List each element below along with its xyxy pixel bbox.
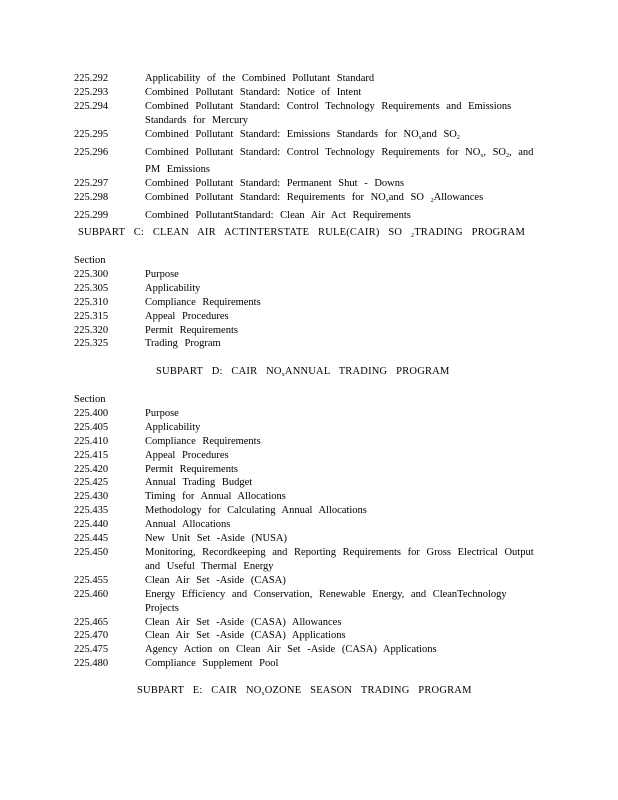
section-number: 225.298 (74, 192, 109, 204)
toc-entry (74, 296, 544, 310)
section-title: Clean Air Set -Aside (CASA) Allowances (145, 616, 342, 628)
toc-entry (74, 209, 544, 223)
toc-entry (74, 421, 544, 435)
toc-entry (74, 86, 544, 100)
toc-entry (74, 191, 544, 209)
section-title: Combined Pollutant Standard: Requirements for $NO_xand$ SO $_2$Allowances (145, 192, 484, 205)
section-number: 225.405 (74, 421, 109, 433)
toc-entry (74, 476, 544, 490)
section-title: Appeal Procedures (145, 310, 229, 322)
toc-entry (74, 546, 544, 574)
section-title: Applicability (145, 421, 201, 433)
section-number: 225.465 (74, 616, 109, 628)
section-number: 225.315 (74, 310, 109, 322)
subpart-c-heading: SUBPART C: CLEAN AIR ACTINTERSTATE RULE(CAIR) SO $_2$TRADING PROGRAM (78, 227, 525, 239)
section-title: Permit Requirements (145, 463, 238, 475)
section-title: Combined Pollutant Standard: Emissions Standards for $NO_xand$ $SO_2$ (145, 128, 460, 141)
section-title: Compliance Requirements (145, 435, 261, 447)
section-number: 225.299 (74, 210, 109, 222)
toc-entry (74, 463, 544, 477)
section-number: 225.445 (74, 533, 109, 545)
section-title: Clean Air Set -Aside (CASA) (145, 574, 286, 586)
section-title: Purpose (145, 268, 179, 280)
toc-entry (74, 574, 544, 588)
section-title: Clean Air Set -Aside (CASA) Applications (145, 630, 346, 642)
toc-entry (74, 504, 544, 518)
section-number: 225.425 (74, 477, 109, 489)
section-number: 225.420 (74, 463, 109, 475)
section-title: Monitoring, Recordkeeping and Reporting Requirements for Gross Electrical Output and Useful Thermal Energy (145, 546, 534, 572)
section-title: Compliance Supplement Pool (145, 658, 279, 670)
section-number: 225.470 (74, 630, 109, 642)
toc-entry (74, 518, 544, 532)
section-number: 225.297 (74, 178, 109, 190)
section-number: 225.296 (74, 146, 109, 158)
toc-entry (74, 72, 544, 86)
section-title: Combined Pollutant Standard: Control Technology Requirements for $NO_x$, $SO_2$, and PM Emissions (145, 146, 534, 176)
section-number: 225.295 (74, 128, 109, 140)
toc-entry (74, 616, 544, 630)
section-number: 225.410 (74, 435, 109, 447)
section-title: Purpose (145, 407, 179, 419)
toc-entry (74, 100, 544, 128)
toc-entry (74, 643, 544, 657)
section-title: Trading Program (145, 338, 221, 350)
subpart-b-toc (74, 72, 544, 223)
section-number: 225.440 (74, 519, 109, 531)
section-title: Timing for Annual Allocations (145, 491, 286, 503)
section-title: Combined Pollutant Standard: Permanent Shut - Downs (145, 178, 405, 190)
toc-entry (74, 449, 544, 463)
subpart-c-toc (74, 254, 544, 351)
toc-entry (74, 268, 544, 282)
section-title: Energy Efficiency and Conservation, Renewable Energy, and CleanTechnology Projects (145, 588, 507, 614)
section-title: Annual Trading Budget (145, 477, 253, 489)
toc-entry (74, 324, 544, 338)
section-number: 225.305 (74, 282, 109, 294)
section-title: Compliance Requirements (145, 296, 261, 308)
section-column-label: Section (74, 255, 106, 266)
section-title: Applicability (145, 282, 201, 294)
toc-entry (74, 177, 544, 191)
toc-entry (74, 435, 544, 449)
section-column-label: Section (74, 394, 106, 405)
section-number: 225.460 (74, 588, 109, 600)
toc-entry (74, 407, 544, 421)
subpart-e-heading: SUBPART E: CAIR $NO_xOZONE$ SEASON TRADING PROGRAM (137, 685, 472, 697)
toc-entry (74, 657, 544, 671)
section-number: 225.300 (74, 268, 109, 280)
section-title: New Unit Set -Aside (NUSA) (145, 533, 287, 545)
section-title: Permit Requirements (145, 324, 238, 336)
section-number: 225.450 (74, 546, 109, 558)
section-number: 225.415 (74, 449, 109, 461)
section-number: 225.430 (74, 491, 109, 503)
toc-entry (74, 490, 544, 504)
section-number: 225.320 (74, 324, 109, 336)
toc-entry (74, 629, 544, 643)
section-title: Combined Pollutant Standard: Notice of Intent (145, 86, 362, 98)
section-title: Agency Action on Clean Air Set -Aside (CASA) Applications (145, 644, 437, 656)
section-number: 225.292 (74, 73, 109, 84)
section-number: 225.480 (74, 658, 109, 670)
section-title: Applicability of the Combined Pollutant Standard (145, 73, 375, 84)
section-number: 225.293 (74, 86, 109, 98)
section-title: Combined Pollutant Standard: Control Technology Requirements and Emissions Standards for Mercury (145, 100, 512, 126)
toc-entry (74, 146, 544, 178)
subpart-d-toc (74, 393, 544, 671)
section-number: 225.294 (74, 100, 109, 112)
toc-entry (74, 310, 544, 324)
section-number: 225.310 (74, 296, 109, 308)
toc-entry (74, 337, 544, 351)
section-title: Annual Allocations (145, 519, 231, 531)
subpart-d-heading: SUBPART D: CAIR $NO_xANNUAL$ TRADING PROGRAM (156, 366, 450, 378)
section-title: Combined PollutantStandard: Clean Air Act Requirements (145, 210, 411, 222)
section-number: 225.475 (74, 644, 109, 656)
toc-entry (74, 588, 544, 616)
toc-entry (74, 128, 544, 146)
section-title: Appeal Procedures (145, 449, 229, 461)
section-title: Methodology for Calculating Annual Allocations (145, 505, 367, 517)
section-number: 225.455 (74, 574, 109, 586)
section-number: 225.325 (74, 338, 109, 350)
section-number: 225.435 (74, 505, 109, 517)
toc-entry (74, 282, 544, 296)
section-number: 225.400 (74, 407, 109, 419)
toc-entry (74, 532, 544, 546)
